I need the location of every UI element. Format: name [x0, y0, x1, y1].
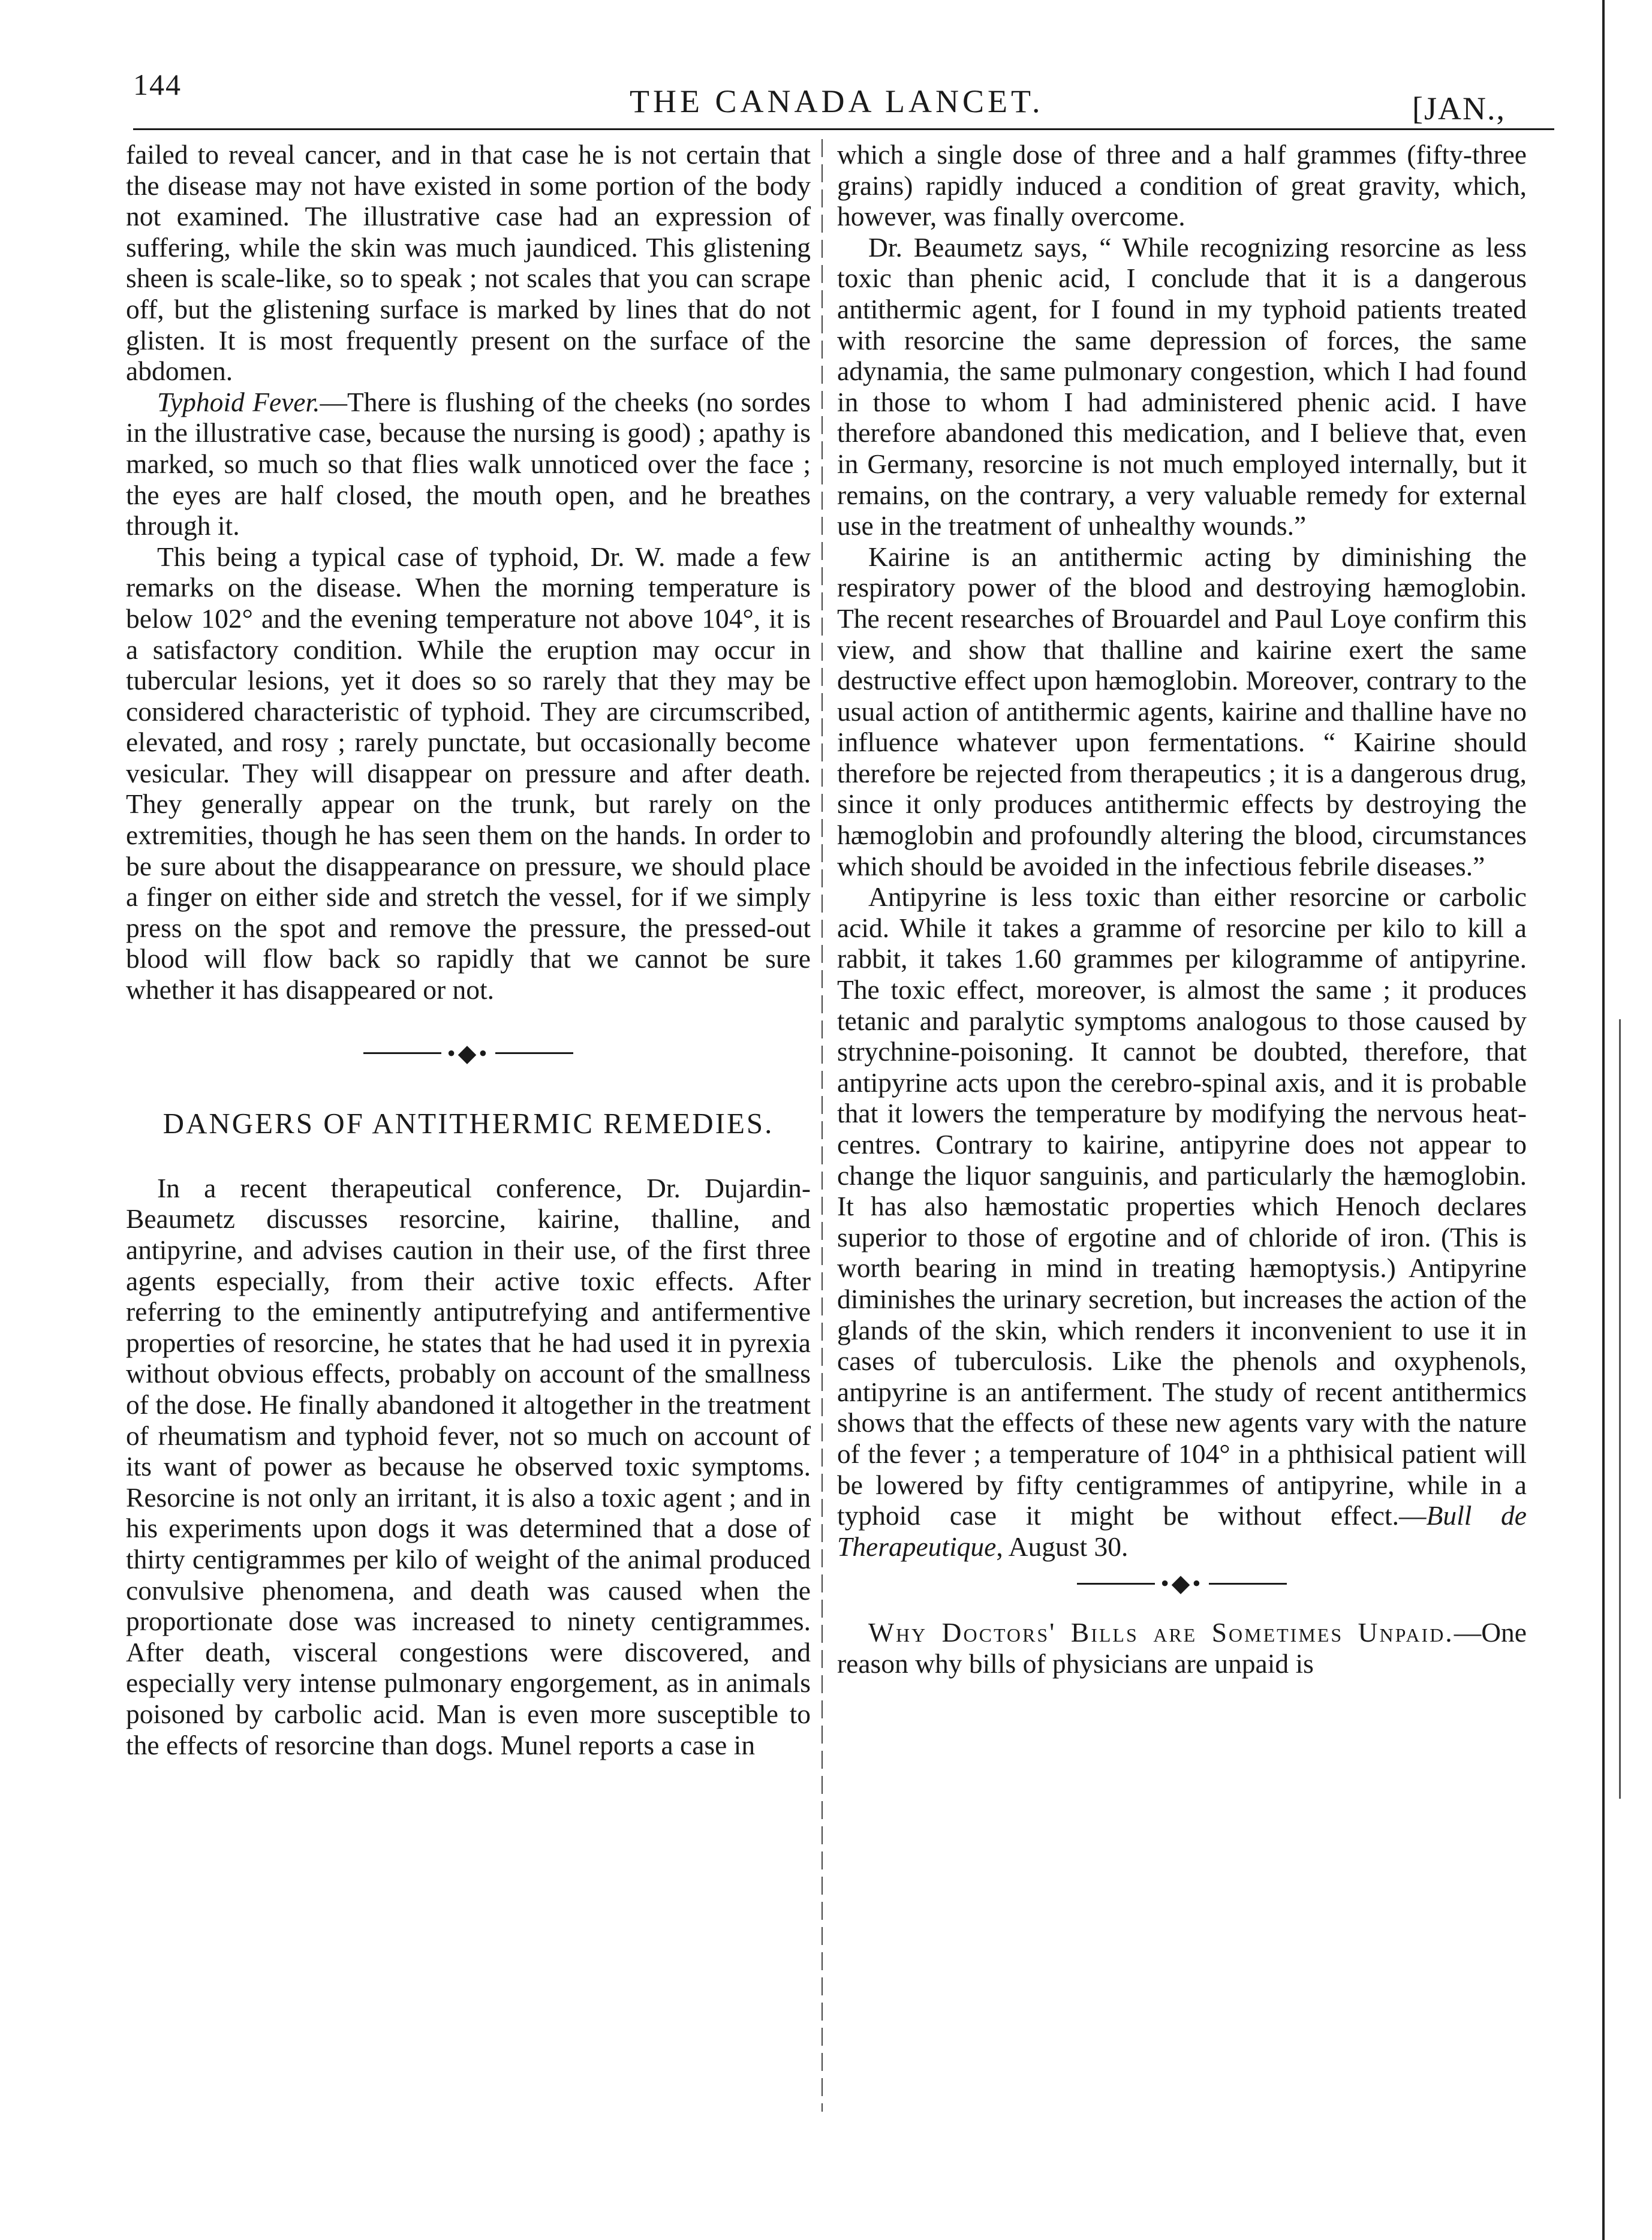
- section-heading: DANGERS OF ANTITHERMIC REMEDIES.: [163, 1107, 774, 1140]
- right-paragraph-bills: [837, 1617, 1527, 1679]
- right-separator-ornament: [837, 1565, 1527, 1599]
- page-binding-edge: [1602, 0, 1605, 2240]
- left-column: [126, 139, 811, 1760]
- section-separator-ornament: [126, 1035, 811, 1069]
- right-paragraph-3: Kairine is an antithermic acting by diminishing the respiratory power of the blood and destroying hæmoglobin. The recent researches of Brouardel and Paul Loye confirm this view, and show that thalline and kairine exert the same destructive effect upon hæmoglobin. Moreover, contrary to the usual action of antithermic agents, kairine and thalline have no influence whatever upon fermentations. “ Kairine should therefore be rejected from therapeutics ; it is a dangerous drug, since it only produces antithermic effects by destroying the hæmoglobin and profoundly altering the blood, circumstances which should be avoided in the infectious febrile diseases.”: [837, 541, 1527, 881]
- antipyrine-text: Antipyrine is less toxic than either resorcine or carbolic acid. While it takes a gramme of resorcine per kilo to kill a rabbit, it takes 1.60 grammes per kilogramme of antipyrine. The toxic effect, moreover, is almost the same ; it produces tetanic and paralytic symptoms analogous to those caused by strychnine-poisoning. It cannot be doubted, therefore, that antipyrine acts upon the cerebro-spinal axis, and it is probable that it lowers the temperature by modifying the nervous heat-centres. Contrary to kairine, antipyrine does not appear to change the liquor sanguinis, and particularly the hæmoglobin. It has also hæmostatic properties which Henoch declares superior to those of ergotine and of chloride of iron. (This is worth bearing in mind in treating hæmoptysis.) Antipyrine diminishes the urinary secretion, but increases the action of the glands of the skin, which renders it inconvenient to use it in cases of tuberculosis. Like the phenols and oxyphenols, antipyrine is an antiferment. The study of recent antithermics shows that the effects of these new agents vary with the nature of the fever ; a temperature of 104° in a phthisical patient will be lowered by fifty centigrammes of antipyrine, while in a typhoid case it might be without effect.—: [837, 881, 1527, 1531]
- page-number: 144: [133, 68, 182, 101]
- right-ornament-rule-left: [1077, 1583, 1155, 1585]
- column-divider: [822, 139, 823, 2112]
- ornament-dots: •◆•: [447, 1039, 490, 1067]
- left-paragraph-3: This being a typical case of typhoid, Dr. W. made a few remarks on the disease. When the morning temperature is below 102° and the evening temperature not above 104°, it is a satisfactory condition. While the eruption may occur in tubercular lesions, yet it does so so rarely that they may be considered characteristic of typhoid. They are circumscribed, elevated, and rosy ; rarely punctate, but occasionally become vesicular. They will disappear on pressure and after death. They generally appear on the trunk, but rarely on the extremities, though he has seen them on the hands. In order to be sure about the disappearance on pressure, we should place a finger on either side and stretch the vessel, for if we simply press on the spot and remove the pressure, the pressed-out blood will flow back so rapidly that we cannot be sure whether it has disappeared or not.: [126, 541, 811, 1005]
- citation-date: , August 30.: [996, 1531, 1129, 1562]
- right-column: [837, 139, 1527, 1679]
- left-paragraph-1: failed to reveal cancer, and in that case he is not certain that the disease may not have existed in some portion of the body not examined. The illustrative case had an expression of suffering, while the skin was much jaundiced. This glistening sheen is scale-like, so to speak ; not scales that you can scrape off, but the glistening surface is marked by lines that do not glisten. It is most frequently present on the surface of the abdomen.: [126, 139, 811, 387]
- citation-source: Bull de Therapeutique: [837, 1500, 1527, 1562]
- typhoid-fever-lead: Typhoid Fever.: [157, 386, 320, 417]
- right-ornament-rule-right: [1209, 1583, 1287, 1585]
- doctors-bills-heading: Why Doctors' Bills are Sometimes Unpaid.: [868, 1616, 1454, 1648]
- page-binding-edge-secondary: [1619, 1019, 1621, 1799]
- left-paragraph-typhoid: [126, 387, 811, 541]
- doctors-bills-text: —One reason why bills of physicians are unpaid is: [837, 1616, 1527, 1679]
- header-rule: [133, 128, 1554, 130]
- ornament-rule-left: [363, 1052, 441, 1054]
- right-paragraph-2: Dr. Beaumetz says, “ While recognizing resorcine as less toxic than phenic acid, I conclude that it is a dangerous antithermic agent, for I found in my typhoid patients treated with resorcine the same depression of forces, the same adynamia, the same pulmonary congestion, which I had found in those to whom I had administered phenic acid. I have therefore abandoned this medication, and I believe that, even in Germany, resorcine is not much employed internally, but it remains, on the contrary, a very valuable remedy for external use in the treatment of unhealthy wounds.”: [837, 231, 1527, 541]
- issue-month: [JAN.,: [1412, 91, 1506, 127]
- right-paragraph-4: [837, 881, 1527, 1562]
- typhoid-fever-text: —There is flushing of the cheeks (no sordes in the illustrative case, because the nursing is good) ; apathy is marked, so much so that flies walk unnoticed over the face ; the eyes are half closed, the mouth open, and he breathes through it.: [126, 386, 811, 541]
- right-paragraph-1: which a single dose of three and a half grammes (fifty-three grains) rapidly induced a condition of great gravity, which, however, was finally overcome.: [837, 139, 1527, 232]
- journal-title: THE CANADA LANCET.: [630, 83, 1044, 119]
- right-ornament-dots: •◆•: [1160, 1570, 1203, 1597]
- left-paragraph-4: In a recent therapeutical conference, Dr. Dujardin-Beaumetz discusses resorcine, kairine, thalline, and antipyrine, and advises caution in their use, of the first three agents especially, from their active toxic effects. After referring to the eminently antiputrefying and antifermentive properties of resorcine, he states that he had used it in pyrexia without obvious effects, probably on account of the smallness of the dose. He finally abandoned it altogether in the treatment of rheumatism and typhoid fever, not so much on account of its want of power as because he observed toxic symptoms. Resorcine is not only an irritant, it is also a toxic agent ; and in his experiments upon dogs it was determined that a dose of thirty centigrammes per kilo of weight of the animal produced convulsive phenomena, and death was caused when the proportionate dose was increased to ninety centigrammes. After death, visceral congestions were discovered, and especially very intense pulmonary engorgement, as in animals poisoned by carbolic acid. Man is even more susceptible to the effects of resorcine than dogs. Munel reports a case in: [126, 1172, 811, 1760]
- ornament-rule-right: [495, 1052, 573, 1054]
